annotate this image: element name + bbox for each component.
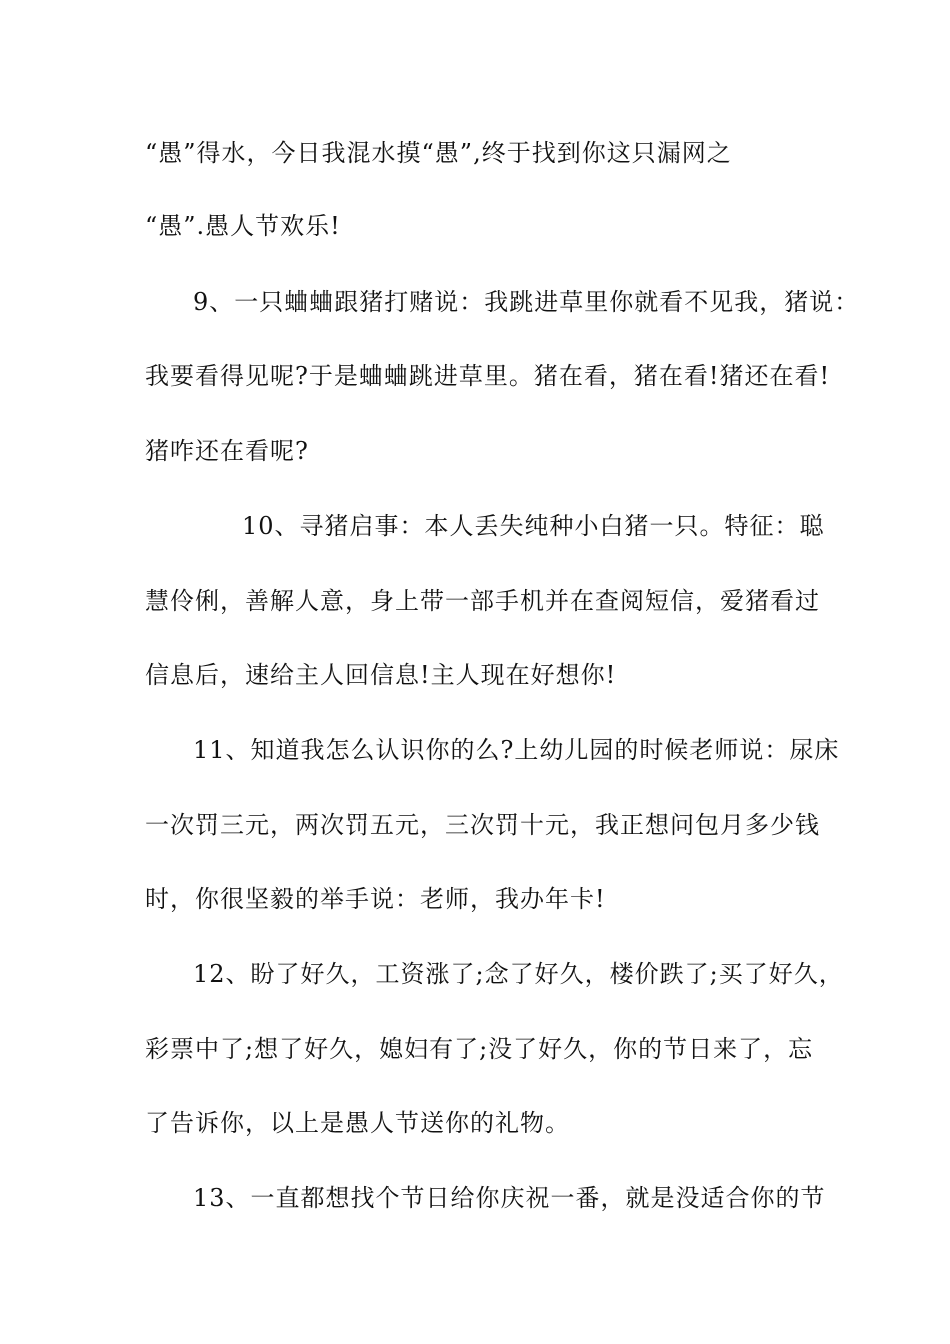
text-line: 11、知道我怎么认识你的么?上幼儿园的时候老师说：尿床: [193, 736, 840, 764]
text-line: 了告诉你，以上是愚人节送你的礼物。: [145, 1109, 570, 1137]
text-line: 猪咋还在看呢?: [145, 437, 309, 465]
text-line: “愚”得水，今日我混水摸“愚”,终于找到你这只漏网之: [145, 139, 732, 167]
text-line: 时，你很坚毅的举手说：老师，我办年卡!: [145, 885, 606, 913]
text-line: 13、一直都想找个节日给你庆祝一番，就是没适合你的节: [193, 1184, 826, 1212]
text-line: 9、一只蛐蛐跟猪打赌说：我跳进草里你就看不见我，猪说：: [193, 288, 860, 316]
text-line: 慧伶俐，善解人意，身上带一部手机并在查阅短信，爱猪看过: [145, 587, 820, 615]
text-line: 彩票中了;想了好久，媳妇有了;没了好久，你的节日来了，忘: [145, 1035, 814, 1063]
text-line: 我要看得见呢?于是蛐蛐跳进草里。猪在看，猪在看!猪还在看!: [145, 362, 831, 390]
text-line: 10、寻猪启事：本人丢失纯种小白猪一只。特征：聪: [242, 512, 825, 540]
text-line: 12、盼了好久，工资涨了;念了好久，楼价跌了;买了好久，: [193, 960, 844, 988]
text-line: 信息后，速给主人回信息!主人现在好想你!: [145, 661, 617, 689]
text-line: 一次罚三元，两次罚五元，三次罚十元，我正想问包月多少钱: [145, 811, 820, 839]
text-line: “愚”.愚人节欢乐!: [145, 212, 341, 240]
